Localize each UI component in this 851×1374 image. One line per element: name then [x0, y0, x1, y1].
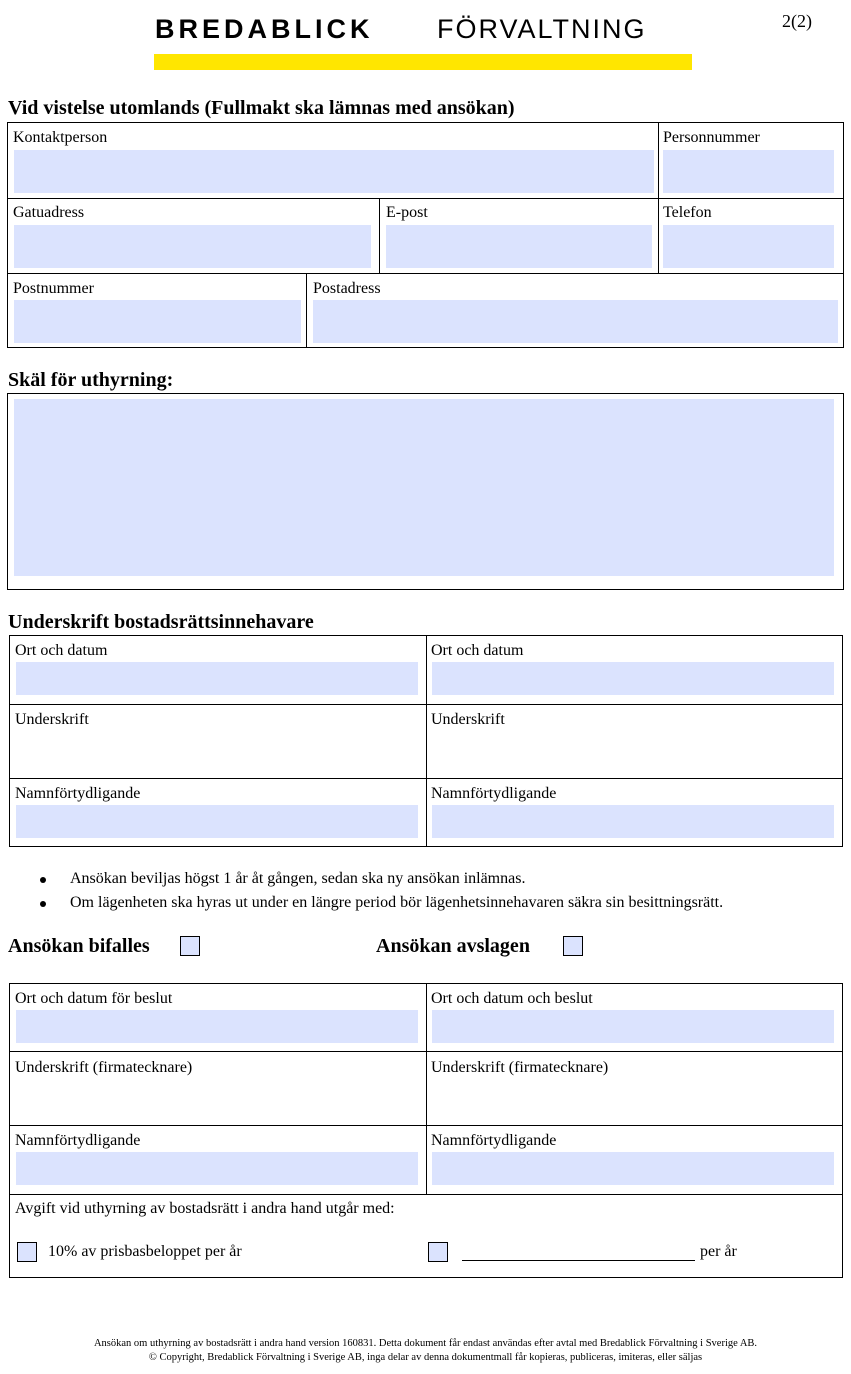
signatory-label-left: Underskrift (firmatecknare) — [15, 1059, 193, 1076]
email-label: E-post — [386, 204, 428, 221]
owner-signature-heading: Underskrift bostadsrättsinnehavare — [8, 611, 314, 633]
brand-accent-bar — [154, 54, 692, 70]
email-field[interactable] — [386, 225, 652, 268]
owner-signature-label-right: Underskrift — [431, 711, 505, 728]
fee-intro: Avgift vid uthyrning av bostadsrätt i andra hand utgår med: — [15, 1200, 395, 1217]
page-number: 2(2) — [782, 11, 812, 31]
column-divider — [379, 198, 380, 273]
note-item: Om lägenheten ska hyras ut under en längre period bör lägenhetsinnehavaren säkra sin besittningsrätt. — [70, 894, 724, 911]
signatory-name-label-right: Namnförtydligande — [431, 1132, 557, 1149]
note-item: Ansökan beviljas högst 1 år åt gången, sedan ska ny ansökan inlämnas. — [70, 870, 526, 887]
phone-label: Telefon — [663, 204, 712, 221]
owner-signature-label-left: Underskrift — [15, 711, 89, 728]
owner-name-label-right: Namnförtydligande — [431, 785, 557, 802]
approved-label: Ansökan bifalles — [8, 935, 150, 957]
brand-logo-light: FÖRVALTNING — [437, 14, 647, 44]
fee-per-year-label: per år — [700, 1243, 737, 1260]
approved-checkbox[interactable] — [180, 936, 200, 956]
bullet-icon — [40, 901, 46, 907]
street-address-field[interactable] — [14, 225, 371, 268]
row-divider — [10, 1051, 842, 1052]
contact-person-field[interactable] — [14, 150, 654, 193]
street-address-label: Gatuadress — [13, 204, 85, 221]
signatory-name-field-right[interactable] — [432, 1152, 834, 1185]
column-divider — [658, 123, 659, 273]
owner-place-date-field-left[interactable] — [16, 662, 418, 695]
postal-code-field[interactable] — [14, 300, 301, 343]
fee-percent-label: 10% av prisbasbeloppet per år — [48, 1243, 242, 1260]
signatory-name-label-left: Namnförtydligande — [15, 1132, 141, 1149]
footer-version-text: Ansökan om uthyrning av bostadsrätt i andra hand version 160831. Detta dokument får endast användas efter avtal med Bredablick Förvaltning i Sverige AB. — [93, 1338, 758, 1349]
signatory-name-field-left[interactable] — [16, 1152, 418, 1185]
reason-field[interactable] — [14, 399, 834, 576]
owner-place-date-field-right[interactable] — [432, 662, 834, 695]
signatory-area-left[interactable] — [16, 1079, 418, 1121]
owner-name-field-left[interactable] — [16, 805, 418, 838]
decision-signature-table — [9, 983, 843, 1278]
fee-percent-checkbox[interactable] — [17, 1242, 37, 1262]
personal-number-field[interactable] — [663, 150, 834, 193]
row-divider — [8, 198, 843, 199]
reason-box — [7, 393, 844, 590]
footer-copyright-text: © Copyright, Bredablick Förvaltning i Sverige AB, inga delar av denna dokumentmall får kopieras, publiceras, imiteras, eller säljas — [148, 1352, 703, 1363]
decision-place-date-field[interactable] — [16, 1010, 418, 1043]
decision-place-date-label-right: Ort och datum och beslut — [431, 990, 593, 1007]
reason-heading: Skäl för uthyrning: — [8, 369, 174, 391]
contact-person-label: Kontaktperson — [13, 129, 108, 146]
rejected-label: Ansökan avslagen — [376, 935, 530, 957]
row-divider — [10, 704, 842, 705]
rejected-checkbox[interactable] — [563, 936, 583, 956]
owner-name-label-left: Namnförtydligande — [15, 785, 141, 802]
column-divider — [306, 273, 307, 347]
row-divider — [10, 1194, 842, 1195]
personal-number-label: Personnummer — [663, 129, 760, 146]
row-divider — [10, 1125, 842, 1126]
owner-place-date-label-right: Ort och datum — [431, 642, 524, 659]
row-divider — [8, 273, 843, 274]
abroad-heading: Vid vistelse utomlands (Fullmakt ska lämnas med ansökan) — [8, 97, 515, 119]
owner-name-field-right[interactable] — [432, 805, 834, 838]
owner-signature-area-left[interactable] — [16, 731, 418, 773]
postal-address-field[interactable] — [313, 300, 838, 343]
column-divider — [426, 636, 427, 846]
signatory-area-right[interactable] — [432, 1079, 834, 1121]
owner-place-date-label-left: Ort och datum — [15, 642, 108, 659]
signatory-label-right: Underskrift (firmatecknare) — [431, 1059, 609, 1076]
owner-signature-area-right[interactable] — [432, 731, 834, 773]
bullet-icon — [40, 877, 46, 883]
decision-place-date-label: Ort och datum för beslut — [15, 990, 173, 1007]
fee-custom-checkbox[interactable] — [428, 1242, 448, 1262]
owner-signature-table — [9, 635, 843, 847]
column-divider — [426, 984, 427, 1194]
decision-place-date-field-right[interactable] — [432, 1010, 834, 1043]
row-divider — [10, 778, 842, 779]
postal-code-label: Postnummer — [13, 280, 94, 297]
fee-custom-amount-line[interactable] — [462, 1260, 695, 1261]
phone-field[interactable] — [663, 225, 834, 268]
brand-logo-bold: BREDABLICK — [155, 14, 374, 44]
abroad-contact-table — [7, 122, 844, 348]
postal-address-label: Postadress — [313, 280, 381, 297]
